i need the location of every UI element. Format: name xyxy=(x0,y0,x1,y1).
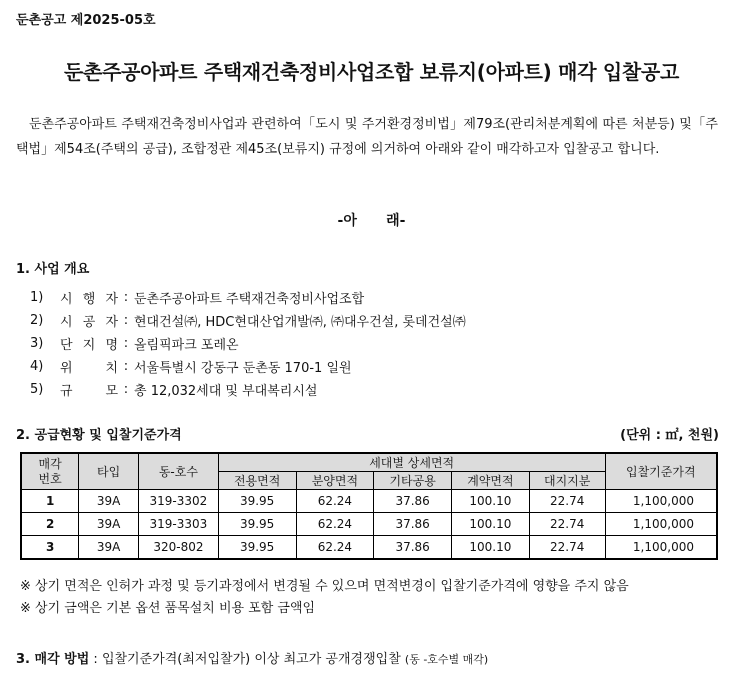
project-overview-list xyxy=(30,286,466,401)
cell-exclusive: 39.95 xyxy=(218,513,296,536)
col-header-exclusive: 전용면적 xyxy=(218,472,296,490)
cell-type: 39A xyxy=(79,513,139,536)
cell-no: 1 xyxy=(21,490,79,513)
section2-heading: 2. 공급현황 및 입찰기준가격 xyxy=(16,428,182,443)
overview-colon: : xyxy=(123,313,129,328)
overview-item-number: 2) xyxy=(30,313,44,328)
overview-item-value: 서울특별시 강동구 둔촌동 170-1 일원 xyxy=(134,361,352,376)
cell-land: 22.74 xyxy=(529,536,605,560)
overview-item xyxy=(30,309,466,332)
col-header-land: 대지지분 xyxy=(529,472,605,490)
supply-table xyxy=(20,452,718,560)
col-header-price: 입찰기준가격 xyxy=(605,453,717,490)
overview-item-value: 올림픽파크 포레온 xyxy=(134,338,239,353)
cell-contract: 100.10 xyxy=(452,490,530,513)
cell-no: 2 xyxy=(21,513,79,536)
table-row xyxy=(21,490,717,513)
table-row xyxy=(21,513,717,536)
notice-number: 둔촌공고 제2025-05호 xyxy=(16,13,156,28)
col-header-contract: 계약면적 xyxy=(452,472,530,490)
cell-other: 37.86 xyxy=(374,490,452,513)
overview-item xyxy=(30,286,466,309)
cell-sale: 62.24 xyxy=(296,490,374,513)
cell-type: 39A xyxy=(79,490,139,513)
cell-exclusive: 39.95 xyxy=(218,536,296,560)
section3: 3. 매각 방법 : 입찰기준가격(최저입찰가) 이상 최고가 공개경쟁입찰 (동 -호수별 매각) xyxy=(16,652,489,667)
cell-unit-no: 319-3303 xyxy=(139,513,219,536)
overview-colon: : xyxy=(123,336,129,351)
cell-sale: 62.24 xyxy=(296,536,374,560)
cell-contract: 100.10 xyxy=(452,536,530,560)
cell-price: 1,100,000 xyxy=(605,513,717,536)
overview-item-value: 현대건설㈜, HDC현대산업개발㈜, ㈜대우건설, 롯데건설㈜ xyxy=(134,315,466,330)
overview-item xyxy=(30,378,466,401)
cell-price: 1,100,000 xyxy=(605,490,717,513)
overview-item-key: 단 지 명 xyxy=(60,338,118,353)
note-2: ※ 상기 금액은 기본 옵션 품목설치 비용 포함 금액임 xyxy=(20,601,316,616)
unit-label: (단위 : ㎡, 천원) xyxy=(620,428,719,443)
intro-paragraph: 둔촌주공아파트 주택재건축정비사업과 관련하여「도시 및 주거환경정비법」제79조(관리처분계획에 따른 처분등) 및「주택법」제54조(주택의 공급), 조합정관 제45조(보류지) 규정에 의거하여 아래와 같이 매각하고자 입찰공고 합니다. xyxy=(16,117,718,157)
cell-land: 22.74 xyxy=(529,513,605,536)
overview-item-key: 규 모 xyxy=(60,384,118,399)
cell-price: 1,100,000 xyxy=(605,536,717,560)
note-1: ※ 상기 면적은 인허가 과정 및 등기과정에서 변경될 수 있으며 면적변경이 입찰기준가격에 영향을 주지 않음 xyxy=(20,579,629,594)
overview-item-key: 위 치 xyxy=(60,361,118,376)
col-header-sale: 분양면적 xyxy=(296,472,374,490)
cell-sale: 62.24 xyxy=(296,513,374,536)
col-header-area-group: 세대별 상세면적 xyxy=(218,453,605,472)
cell-no: 3 xyxy=(21,536,79,560)
overview-item-key: 시 공 자 xyxy=(60,315,118,330)
overview-colon: : xyxy=(123,359,129,374)
overview-item-number: 1) xyxy=(30,290,44,305)
section1-heading: 1. 사업 개요 xyxy=(16,262,90,277)
cell-type: 39A xyxy=(79,536,139,560)
overview-item xyxy=(30,355,466,378)
overview-item xyxy=(30,332,466,355)
notes xyxy=(20,576,720,620)
cell-other: 37.86 xyxy=(374,536,452,560)
cell-other: 37.86 xyxy=(374,513,452,536)
overview-colon: : xyxy=(123,290,129,305)
overview-item-number: 5) xyxy=(30,382,44,397)
section3-suffix: (동 -호수별 매각) xyxy=(404,653,489,666)
cell-land: 22.74 xyxy=(529,490,605,513)
col-header-unit-no: 동-호수 xyxy=(139,453,219,490)
col-header-sale-no: 매각 번호 xyxy=(21,453,79,490)
overview-item-number: 4) xyxy=(30,359,44,374)
table-row xyxy=(21,536,717,560)
section3-value: 입찰기준가격(최저입찰가) 이상 최고가 공개경쟁입찰 xyxy=(101,652,401,667)
document-title: 둔촌주공아파트 주택재건축정비사업조합 보류지(아파트) 매각 입찰공고 xyxy=(64,60,679,84)
cell-unit-no: 320-802 xyxy=(139,536,219,560)
section-divider-label: -아 래- xyxy=(337,213,406,229)
cell-contract: 100.10 xyxy=(452,513,530,536)
cell-unit-no: 319-3302 xyxy=(139,490,219,513)
overview-item-key: 시 행 자 xyxy=(60,292,118,307)
section3-heading: 3. 매각 방법 xyxy=(16,652,90,667)
overview-item-number: 3) xyxy=(30,336,44,351)
overview-colon: : xyxy=(123,382,129,397)
col-header-other: 기타공용 xyxy=(374,472,452,490)
cell-exclusive: 39.95 xyxy=(218,490,296,513)
overview-item-value: 총 12,032세대 및 부대복리시설 xyxy=(134,384,318,399)
overview-item-value: 둔촌주공아파트 주택재건축정비사업조합 xyxy=(134,292,365,307)
col-header-type: 타입 xyxy=(79,453,139,490)
